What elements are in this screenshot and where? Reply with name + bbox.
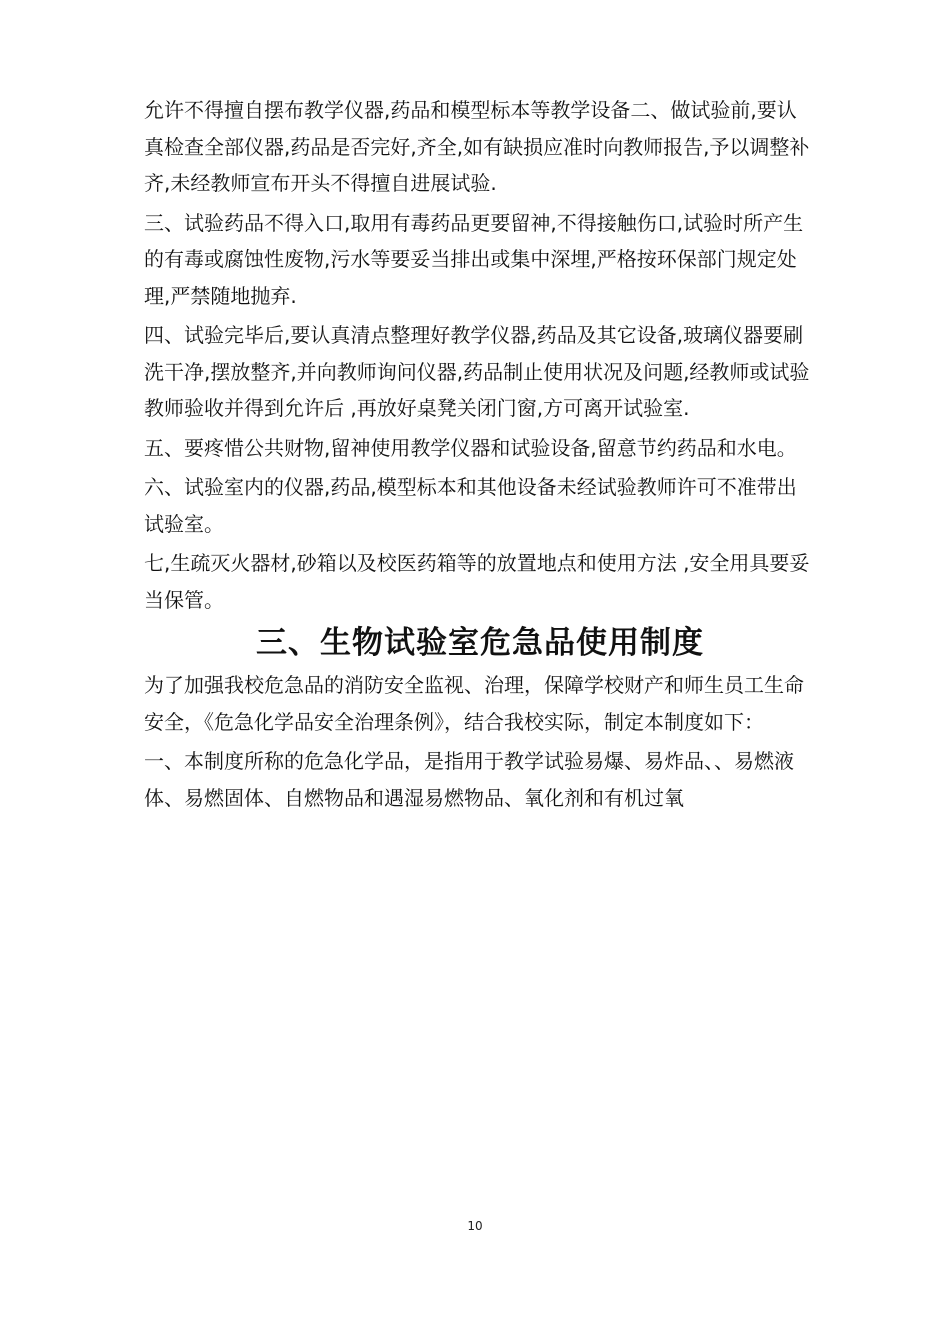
- paragraph-rule-seven: 七,生疏灭火器材,砂箱以及校医药箱等的放置地点和使用方法 ,安全用具要妥当保管。: [144, 551, 810, 612]
- page-number: 10: [467, 1219, 483, 1233]
- document-body: [144, 92, 816, 819]
- paragraph-definition: 一、本制度所称的危急化学品，是指用于教学试验易爆、易炸品、、易燃液体、易燃固体、自燃物品和遇湿易燃物品、氧化剂和有机过氧: [144, 749, 794, 810]
- paragraph-rule-six: 六、试验室内的仪器,药品,模型标本和其他设备未经试验教师许可不准带出试验室。: [144, 475, 797, 536]
- paragraph-intro: 为了加强我校危急品的消防安全监视、治理，保障学校财产和师生员工生命安全，《危急化学品安全治理条例》，结合我校实际，制定本制度如下：: [144, 673, 804, 734]
- section-heading: 三、生物试验室危急品使用制度: [256, 625, 704, 661]
- paragraph-rules-one-two: 允许不得擅自摆布教学仪器,药品和模型标本等教学设备二、做试验前,要认真检查全部仪器,药品是否完好,齐全,如有缺损应准时向教师报告,予以调整补齐,未经教师宣布开头不得擅自进展试验.: [144, 98, 810, 195]
- paragraph-rule-five: 五、要疼惜公共财物,留神使用教学仪器和试验设备,留意节约药品和水电。: [144, 435, 797, 460]
- paragraph-rule-three: 三、试验药品不得入口,取用有毒药品更要留神,不得接触伤口,试验时所产生的有毒或腐蚀性废物,污水等要妥当排出或集中深埋,严格按环保部门规定处理,严禁随地抛弃.: [144, 210, 804, 308]
- paragraph-rule-four: 四、试验完毕后,要认真清点整理好教学仪器,药品及其它设备,玻璃仪器要刷洗干净,摆放整齐,并向教师询问仪器,药品制止使用状况及问题,经教师或试验教师验收并得到允许后 ,再放好桌凳关闭门窗,方可离开试验室.: [144, 323, 810, 420]
